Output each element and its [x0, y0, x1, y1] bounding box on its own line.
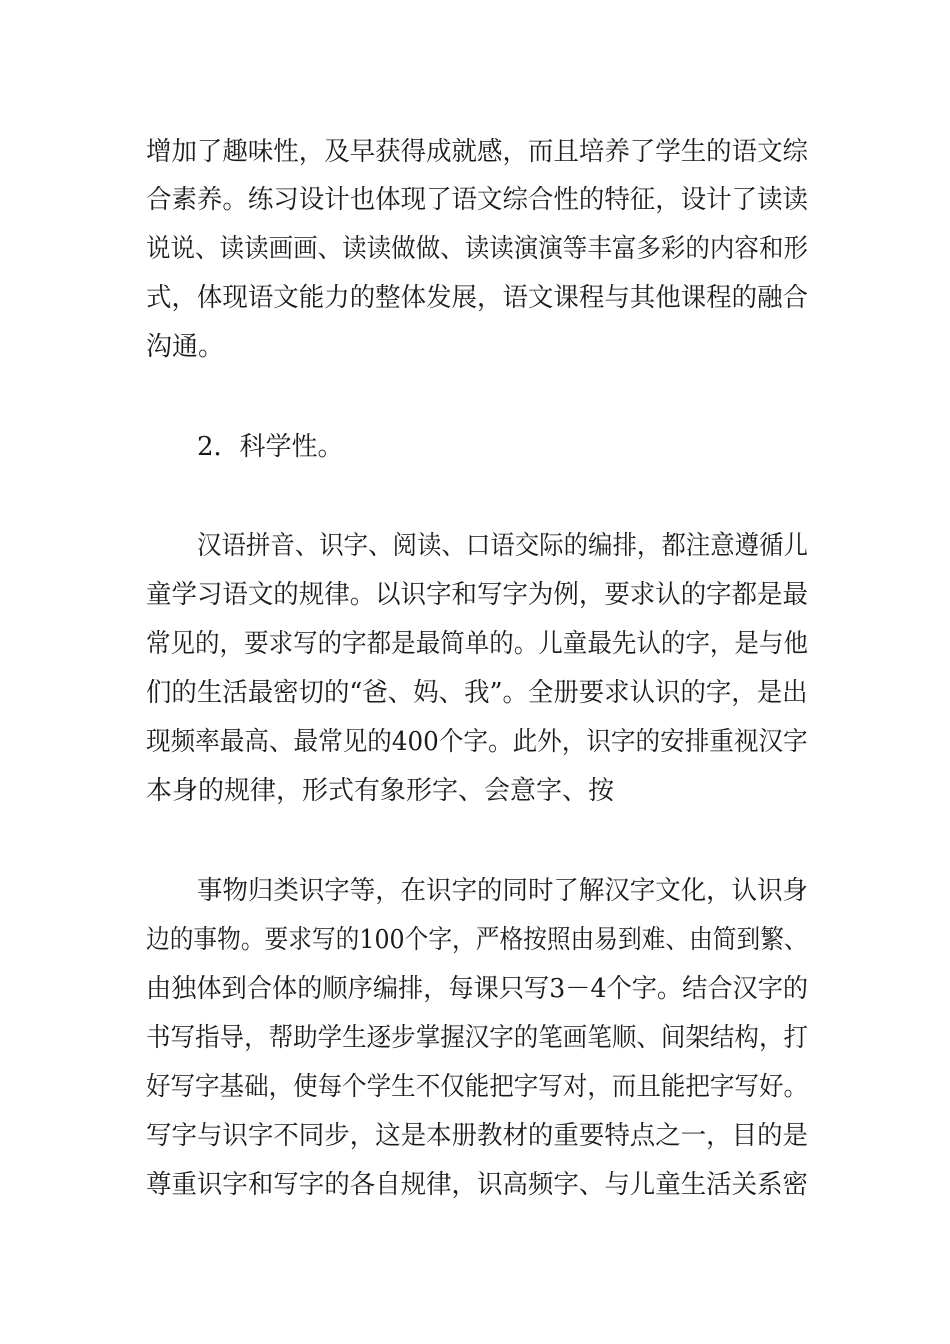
- paragraph-line: 常见的，要求写的字都是最简单的。儿童最先认的字，是与他: [146, 629, 809, 659]
- paragraph-line: 现频率最高、最常见的400个字。此外，识字的安排重视汉字: [146, 727, 808, 757]
- paragraph-line: 说说、读读画画、读读做做、读读演演等丰富多彩的内容和形: [146, 234, 809, 264]
- paragraph-line: 式，体现语文能力的整体发展，语文课程与其他课程的融合: [146, 283, 809, 313]
- paragraph-line: 尊重识字和写字的各自规律，识高频字、与儿童生活关系密: [146, 1170, 809, 1200]
- paragraph-line: 沟通。: [146, 332, 225, 362]
- section-heading: 2．科学性。: [197, 432, 344, 462]
- paragraph-line: 由独体到合体的顺序编排，每课只写3－4个字。结合汉字的: [146, 974, 809, 1004]
- paragraph-line: 边的事物。要求写的100个字，严格按照由易到难、由简到繁、: [146, 925, 808, 955]
- paragraph-line: 汉语拼音、识字、阅读、口语交际的编排，都注意遵循儿: [197, 531, 809, 561]
- paragraph-line: 增加了趣味性，及早获得成就感，而且培养了学生的语文综: [146, 137, 809, 167]
- paragraph-line: 好写字基础，使每个学生不仅能把字写对，而且能把字写好。: [146, 1072, 809, 1102]
- paragraph-line: 童学习语文的规律。以识字和写字为例，要求认的字都是最: [146, 580, 809, 610]
- paragraph-line: 写字与识字不同步，这是本册教材的重要特点之一，目的是: [146, 1121, 809, 1151]
- paragraph-line: 合素养。练习设计也体现了语文综合性的特征，设计了读读: [146, 185, 809, 215]
- paragraph-line: 事物归类识字等，在识字的同时了解汉字文化，认识身: [197, 876, 809, 906]
- paragraph-line: 们的生活最密切的“爸、妈、我”。全册要求认识的字，是出: [146, 678, 808, 708]
- paragraph-line: 本身的规律，形式有象形字、会意字、按: [146, 776, 615, 806]
- paragraph-line: 书写指导，帮助学生逐步掌握汉字的笔画笔顺、间架结构，打: [146, 1023, 809, 1053]
